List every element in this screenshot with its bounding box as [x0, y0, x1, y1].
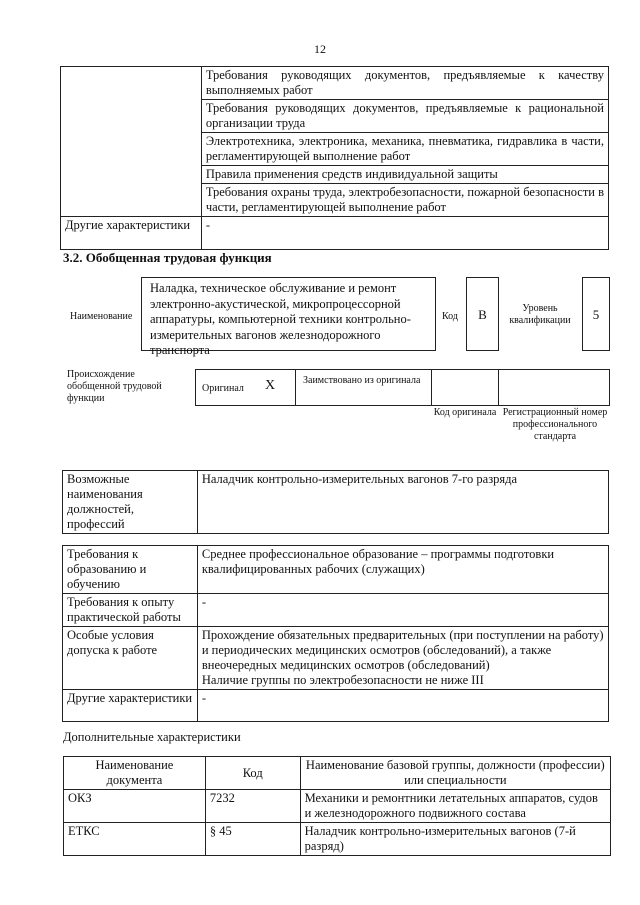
- requirement-label: Другие характеристики: [63, 690, 198, 722]
- knowledge-row: Требования охраны труда, электробезопасности, пожарной безопасности в части, регламентирующей выполнение работ: [201, 184, 608, 217]
- positions-label: Возможные наименования должностей, профессий: [63, 471, 198, 534]
- table-cell: § 45: [205, 823, 300, 856]
- section-heading: 3.2. Обобщенная трудовая функция: [63, 250, 272, 265]
- table-cell: ЕТКС: [64, 823, 206, 856]
- origin-label: Происхождение обобщенной трудовой функции: [67, 369, 162, 404]
- origin-reg-cell: [498, 369, 610, 406]
- knowledge-row: Правила применения средств индивидуальной защиты: [201, 166, 608, 184]
- origin-code-cell: [431, 369, 499, 406]
- column-header: Наименование базовой группы, должности (профессии) или специальности: [300, 757, 610, 790]
- origin-borrowed-label: Заимствовано из оригинала: [303, 375, 421, 386]
- requirement-value-line: Наличие группы по электробезопасности не ниже III: [201, 673, 484, 687]
- requirement-value: Среднее профессиональное образование – программы подготовки квалифицированных рабочих (служащих): [197, 546, 608, 594]
- origin-code-caption: Код оригинала: [433, 407, 497, 418]
- requirement-value: -: [197, 690, 608, 722]
- positions-table: [62, 470, 609, 534]
- knowledge-table: [60, 66, 609, 250]
- requirement-label: Требования к опыту практической работы: [63, 594, 198, 627]
- requirement-label: Требования к образованию и обучению: [63, 546, 198, 594]
- function-name-label: Наименование: [70, 311, 133, 322]
- knowledge-row: Требования руководящих документов, предъявляемые к рациональной организации труда: [201, 100, 608, 133]
- knowledge-row: Электротехника, электроника, механика, пневматика, гидравлика в части, регламентирующей выполнение работ: [201, 133, 608, 166]
- table-cell: Механики и ремонтники летательных аппаратов, судов и железнодорожного подвижного состава: [300, 790, 610, 823]
- column-header: Код: [205, 757, 300, 790]
- table-cell: ОКЗ: [64, 790, 206, 823]
- other-characteristics-label: Другие характеристики: [61, 217, 202, 250]
- qualification-level-label: Уровень квалификации: [509, 303, 571, 326]
- requirement-value: -: [197, 594, 608, 627]
- qualification-level-value: 5: [592, 307, 600, 322]
- requirement-value-line: Прохождение обязательных предварительных (при поступлении на работу) и периодических медицинских осмотров (обследований), а также внеочередных медицинских осмотров (обследований): [201, 628, 604, 672]
- function-name-value: Наладка, техническое обслуживание и ремонт электронно-акустической, микропроцессорной аппаратуры, компьютерной техники контрольно-измерительных вагонов железнодорожного транспорта: [150, 281, 411, 357]
- table-cell: Наладчик контрольно-измерительных вагонов (7-й разряд): [300, 823, 610, 856]
- other-characteristics-value: -: [201, 217, 608, 250]
- page-number: 12: [314, 42, 326, 56]
- additional-heading: Дополнительные характеристики: [63, 730, 241, 744]
- requirement-label: Особые условия допуска к работе: [63, 627, 198, 690]
- table-cell: 7232: [205, 790, 300, 823]
- positions-value: Наладчик контрольно-измерительных вагонов 7-го разряда: [197, 471, 608, 534]
- origin-original-mark: X: [265, 378, 276, 393]
- function-code-value: B: [478, 307, 487, 322]
- column-header: Наименование документа: [64, 757, 206, 790]
- origin-reg-caption: Регистрационный номер профессионального стандарта: [502, 407, 608, 442]
- additional-table: [63, 756, 611, 856]
- origin-original-label: Оригинал: [202, 383, 244, 394]
- knowledge-row: Требования руководящих документов, предъявляемые к качеству выполняемых работ: [201, 67, 608, 100]
- requirements-table: [62, 545, 609, 722]
- requirement-value: [197, 627, 608, 690]
- function-code-label: Код: [442, 311, 458, 322]
